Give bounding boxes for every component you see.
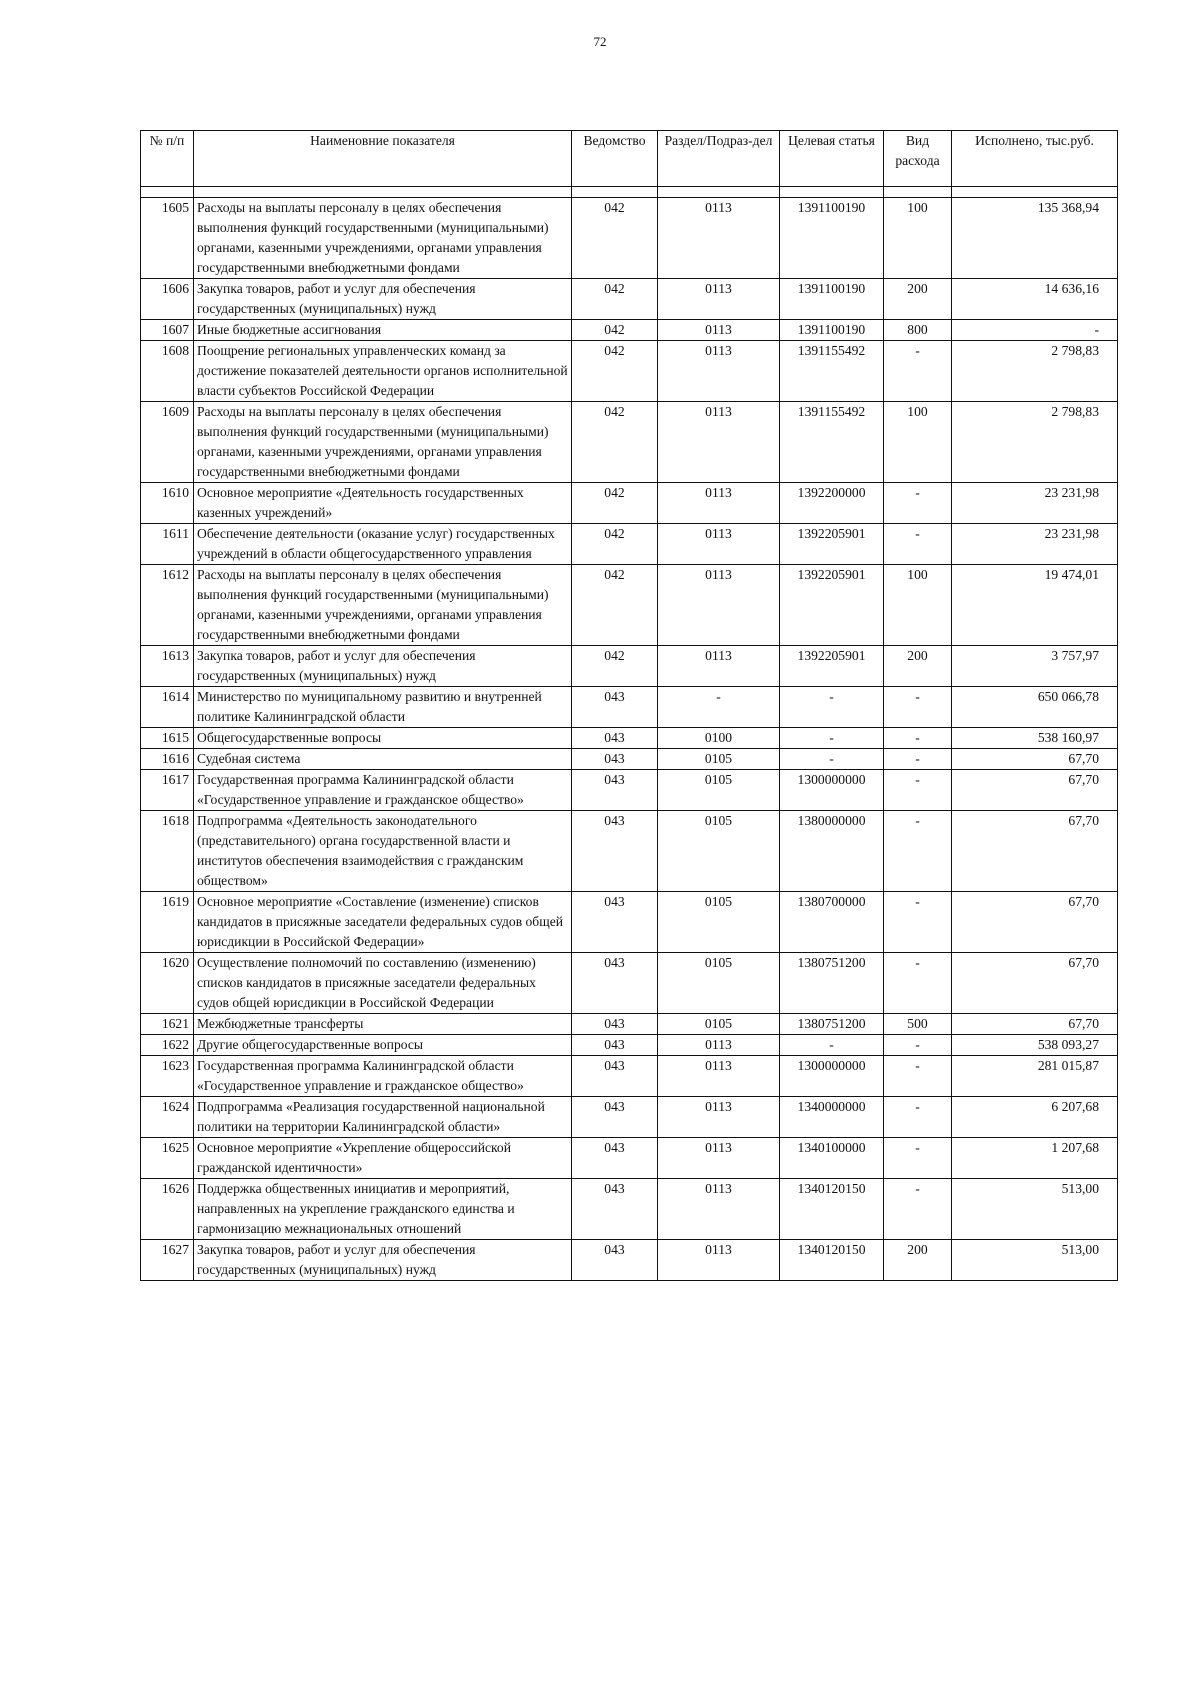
cell-target: -	[780, 687, 884, 728]
cell-type: -	[884, 728, 952, 749]
table-row	[141, 279, 1118, 320]
cell-section: 0113	[658, 1179, 780, 1240]
cell-type: -	[884, 1035, 952, 1056]
cell-num: 1620	[141, 953, 194, 1014]
cell-num: 1610	[141, 483, 194, 524]
cell-section: 0105	[658, 770, 780, 811]
table-row	[141, 728, 1118, 749]
cell-dept: 042	[572, 524, 658, 565]
table-row	[141, 402, 1118, 483]
cell-num: 1627	[141, 1240, 194, 1281]
cell-target: 1392205901	[780, 524, 884, 565]
table-row	[141, 1179, 1118, 1240]
cell-name: Расходы на выплаты персоналу в целях обеспечения выполнения функций государственными (муниципальными) органами, казенными учреждениями, органами управления государственными внебюджетными фондами	[194, 402, 572, 483]
cell-section: 0113	[658, 341, 780, 402]
cell-type: -	[884, 892, 952, 953]
table-row	[141, 1056, 1118, 1097]
cell-target: 1300000000	[780, 1056, 884, 1097]
cell-dept: 043	[572, 1097, 658, 1138]
cell-amount: 19 474,01	[952, 565, 1118, 646]
cell-dept: 042	[572, 565, 658, 646]
table-row	[141, 198, 1118, 279]
cell-dept: 043	[572, 953, 658, 1014]
cell-target: 1391100190	[780, 198, 884, 279]
header-spacer-row	[141, 187, 1118, 198]
cell-dept: 043	[572, 728, 658, 749]
cell-name: Государственная программа Калининградской области «Государственное управление и гражданское общество»	[194, 1056, 572, 1097]
cell-dept: 043	[572, 749, 658, 770]
cell-amount: 67,70	[952, 770, 1118, 811]
cell-dept: 043	[572, 1035, 658, 1056]
cell-num: 1615	[141, 728, 194, 749]
cell-name: Межбюджетные трансферты	[194, 1014, 572, 1035]
cell-amount: 513,00	[952, 1179, 1118, 1240]
cell-section: 0113	[658, 565, 780, 646]
cell-target: -	[780, 728, 884, 749]
cell-amount: 2 798,83	[952, 341, 1118, 402]
cell-dept: 042	[572, 341, 658, 402]
cell-dept: 042	[572, 646, 658, 687]
cell-target: 1391100190	[780, 279, 884, 320]
cell-name: Расходы на выплаты персоналу в целях обеспечения выполнения функций государственными (муниципальными) органами, казенными учреждениями, органами управления государственными внебюджетными фондами	[194, 198, 572, 279]
table-row	[141, 1138, 1118, 1179]
cell-num: 1611	[141, 524, 194, 565]
cell-section: 0105	[658, 811, 780, 892]
cell-amount: 23 231,98	[952, 524, 1118, 565]
cell-section: 0100	[658, 728, 780, 749]
cell-num: 1618	[141, 811, 194, 892]
cell-amount: 2 798,83	[952, 402, 1118, 483]
cell-type: -	[884, 341, 952, 402]
cell-target: 1391155492	[780, 341, 884, 402]
cell-type: -	[884, 1097, 952, 1138]
cell-type: -	[884, 1138, 952, 1179]
table-row	[141, 687, 1118, 728]
cell-num: 1622	[141, 1035, 194, 1056]
cell-num: 1612	[141, 565, 194, 646]
cell-section: 0113	[658, 646, 780, 687]
cell-section: 0113	[658, 1097, 780, 1138]
cell-dept: 043	[572, 687, 658, 728]
cell-name: Судебная система	[194, 749, 572, 770]
cell-num: 1616	[141, 749, 194, 770]
cell-section: 0113	[658, 1035, 780, 1056]
cell-target: 1380751200	[780, 953, 884, 1014]
table-row	[141, 749, 1118, 770]
cell-target: 1392205901	[780, 646, 884, 687]
cell-section: 0113	[658, 483, 780, 524]
table-row	[141, 341, 1118, 402]
cell-section: 0113	[658, 198, 780, 279]
cell-target: 1391100190	[780, 320, 884, 341]
cell-name: Основное мероприятие «Укрепление общероссийской гражданской идентичности»	[194, 1138, 572, 1179]
cell-num: 1626	[141, 1179, 194, 1240]
header-name: Наименовние показателя	[194, 131, 572, 187]
cell-target: 1300000000	[780, 770, 884, 811]
cell-name: Расходы на выплаты персоналу в целях обеспечения выполнения функций государственными (муниципальными) органами, казенными учреждениями, органами управления государственными внебюджетными фондами	[194, 565, 572, 646]
cell-section: 0113	[658, 320, 780, 341]
cell-name: Подпрограмма «Реализация государственной национальной политики на территории Калининградской области»	[194, 1097, 572, 1138]
cell-section: 0113	[658, 524, 780, 565]
cell-num: 1619	[141, 892, 194, 953]
cell-target: 1380700000	[780, 892, 884, 953]
cell-amount: 67,70	[952, 1014, 1118, 1035]
cell-amount: -	[952, 320, 1118, 341]
table-row	[141, 1240, 1118, 1281]
cell-target: -	[780, 1035, 884, 1056]
table-body	[141, 198, 1118, 1281]
cell-name: Закупка товаров, работ и услуг для обеспечения государственных (муниципальных) нужд	[194, 1240, 572, 1281]
cell-dept: 043	[572, 892, 658, 953]
cell-amount: 67,70	[952, 811, 1118, 892]
cell-section: 0113	[658, 402, 780, 483]
cell-type: 800	[884, 320, 952, 341]
cell-amount: 67,70	[952, 953, 1118, 1014]
table-row	[141, 1014, 1118, 1035]
cell-amount: 1 207,68	[952, 1138, 1118, 1179]
cell-name: Подпрограмма «Деятельность законодательного (представительного) органа государственной власти и институтов обеспечения взаимодействия с гражданским обществом»	[194, 811, 572, 892]
cell-name: Осуществление полномочий по составлению (изменению) списков кандидатов в присяжные заседатели федеральных судов общей юрисдикции в Российской Федерации	[194, 953, 572, 1014]
cell-amount: 650 066,78	[952, 687, 1118, 728]
table-header-row	[141, 131, 1118, 187]
table-row	[141, 953, 1118, 1014]
cell-dept: 043	[572, 1138, 658, 1179]
budget-execution-table	[140, 130, 1118, 1281]
header-dept: Ведомство	[572, 131, 658, 187]
cell-type: -	[884, 687, 952, 728]
cell-amount: 538 093,27	[952, 1035, 1118, 1056]
cell-target: 1340100000	[780, 1138, 884, 1179]
cell-dept: 042	[572, 279, 658, 320]
cell-type: -	[884, 811, 952, 892]
cell-num: 1606	[141, 279, 194, 320]
table-row	[141, 320, 1118, 341]
cell-dept: 042	[572, 198, 658, 279]
cell-name: Закупка товаров, работ и услуг для обеспечения государственных (муниципальных) нужд	[194, 279, 572, 320]
cell-section: 0105	[658, 1014, 780, 1035]
cell-name: Основное мероприятие «Деятельность государственных казенных учреждений»	[194, 483, 572, 524]
header-target: Целевая статья	[780, 131, 884, 187]
cell-target: 1392200000	[780, 483, 884, 524]
cell-dept: 043	[572, 770, 658, 811]
header-section: Раздел/Подраз-дел	[658, 131, 780, 187]
cell-name: Другие общегосударственные вопросы	[194, 1035, 572, 1056]
cell-section: 0113	[658, 279, 780, 320]
header-num: № п/п	[141, 131, 194, 187]
cell-name: Иные бюджетные ассигнования	[194, 320, 572, 341]
table-row	[141, 770, 1118, 811]
cell-target: 1391155492	[780, 402, 884, 483]
cell-amount: 23 231,98	[952, 483, 1118, 524]
header-type: Вид расхода	[884, 131, 952, 187]
cell-target: 1340120150	[780, 1240, 884, 1281]
cell-name: Государственная программа Калининградской области «Государственное управление и гражданское общество»	[194, 770, 572, 811]
cell-target: 1380751200	[780, 1014, 884, 1035]
cell-type: -	[884, 1179, 952, 1240]
cell-section: 0105	[658, 749, 780, 770]
cell-amount: 14 636,16	[952, 279, 1118, 320]
cell-name: Обеспечение деятельности (оказание услуг) государственных учреждений в области общегосударственного управления	[194, 524, 572, 565]
cell-type: 100	[884, 565, 952, 646]
cell-num: 1621	[141, 1014, 194, 1035]
cell-section: 0113	[658, 1056, 780, 1097]
cell-type: -	[884, 483, 952, 524]
cell-dept: 043	[572, 1056, 658, 1097]
cell-num: 1609	[141, 402, 194, 483]
cell-type: -	[884, 1056, 952, 1097]
cell-num: 1607	[141, 320, 194, 341]
cell-dept: 043	[572, 1240, 658, 1281]
cell-amount: 67,70	[952, 892, 1118, 953]
cell-type: 200	[884, 1240, 952, 1281]
table-row	[141, 811, 1118, 892]
cell-num: 1625	[141, 1138, 194, 1179]
cell-amount: 513,00	[952, 1240, 1118, 1281]
cell-section: 0113	[658, 1138, 780, 1179]
cell-section: 0105	[658, 953, 780, 1014]
cell-amount: 3 757,97	[952, 646, 1118, 687]
cell-type: -	[884, 524, 952, 565]
cell-type: 100	[884, 198, 952, 279]
cell-num: 1617	[141, 770, 194, 811]
table-row	[141, 1035, 1118, 1056]
cell-num: 1613	[141, 646, 194, 687]
cell-num: 1614	[141, 687, 194, 728]
table-row	[141, 565, 1118, 646]
cell-amount: 135 368,94	[952, 198, 1118, 279]
cell-amount: 538 160,97	[952, 728, 1118, 749]
cell-type: 500	[884, 1014, 952, 1035]
table-row	[141, 524, 1118, 565]
table-row	[141, 1097, 1118, 1138]
cell-type: -	[884, 770, 952, 811]
cell-type: -	[884, 953, 952, 1014]
cell-amount: 67,70	[952, 749, 1118, 770]
cell-num: 1608	[141, 341, 194, 402]
cell-num: 1623	[141, 1056, 194, 1097]
cell-dept: 043	[572, 811, 658, 892]
cell-dept: 042	[572, 483, 658, 524]
cell-dept: 043	[572, 1179, 658, 1240]
cell-target: 1392205901	[780, 565, 884, 646]
table-row	[141, 892, 1118, 953]
cell-target: -	[780, 749, 884, 770]
cell-name: Министерство по муниципальному развитию и внутренней политике Калининградской области	[194, 687, 572, 728]
header-amount: Исполнено, тыс.руб.	[952, 131, 1118, 187]
cell-type: 200	[884, 646, 952, 687]
cell-num: 1605	[141, 198, 194, 279]
cell-dept: 042	[572, 402, 658, 483]
cell-amount: 281 015,87	[952, 1056, 1118, 1097]
cell-name: Поощрение региональных управленческих команд за достижение показателей деятельности органов исполнительной власти субъектов Российской Федерации	[194, 341, 572, 402]
cell-target: 1340000000	[780, 1097, 884, 1138]
table-row	[141, 646, 1118, 687]
page-number: 72	[593, 34, 607, 49]
cell-section: 0105	[658, 892, 780, 953]
table-row	[141, 483, 1118, 524]
cell-dept: 043	[572, 1014, 658, 1035]
cell-section: 0113	[658, 1240, 780, 1281]
cell-name: Закупка товаров, работ и услуг для обеспечения государственных (муниципальных) нужд	[194, 646, 572, 687]
cell-type: -	[884, 749, 952, 770]
cell-type: 100	[884, 402, 952, 483]
cell-name: Общегосударственные вопросы	[194, 728, 572, 749]
cell-target: 1340120150	[780, 1179, 884, 1240]
cell-name: Поддержка общественных инициатив и мероприятий, направленных на укрепление гражданского единства и гармонизацию межнациональных отношений	[194, 1179, 572, 1240]
cell-num: 1624	[141, 1097, 194, 1138]
cell-type: 200	[884, 279, 952, 320]
cell-name: Основное мероприятие «Составление (изменение) списков кандидатов в присяжные заседатели федеральных судов общей юрисдикции в Российской Федерации»	[194, 892, 572, 953]
cell-section: -	[658, 687, 780, 728]
cell-dept: 042	[572, 320, 658, 341]
cell-target: 1380000000	[780, 811, 884, 892]
cell-amount: 6 207,68	[952, 1097, 1118, 1138]
